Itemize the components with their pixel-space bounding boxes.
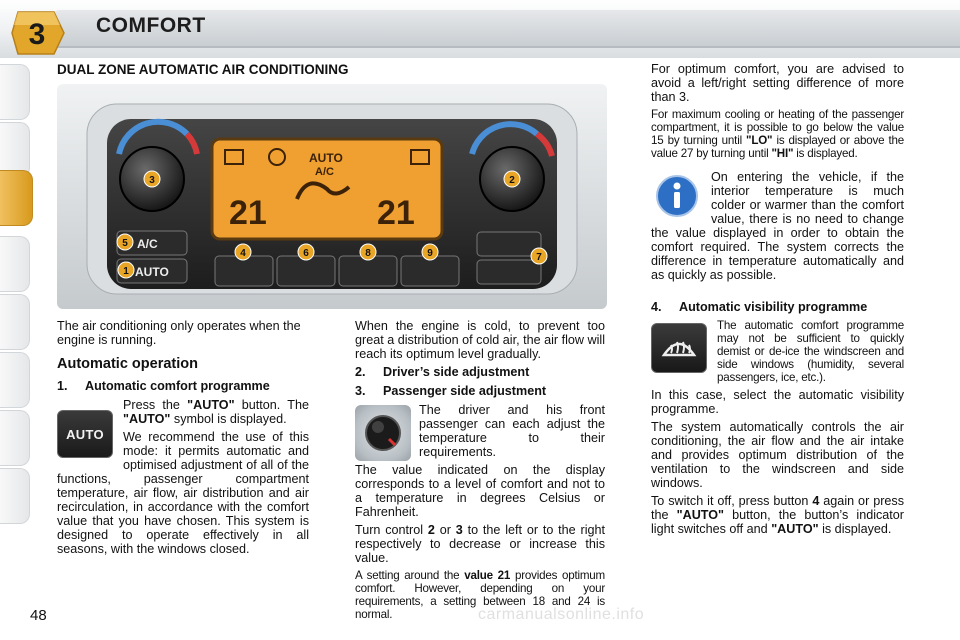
item-4-heading [651, 300, 904, 314]
auto-button-icon-label: AUTO [66, 426, 104, 442]
item-1-number: 1. [57, 379, 68, 393]
item-2-number: 2. [355, 365, 366, 379]
callout-9: 9 [427, 248, 433, 259]
turn-control-text [355, 523, 605, 565]
switch-off-text [651, 494, 904, 536]
item-3-title: Passenger side adjustment [383, 384, 547, 398]
text-run: to the left or to the right respectively to decrease or increase this value. [355, 523, 605, 565]
callout-3: 3 [149, 175, 155, 186]
demist-button-icon [651, 323, 707, 373]
side-tab-active[interactable] [0, 170, 33, 226]
text-run-bold: "AUTO" [187, 398, 235, 412]
text-run-bold: 4 [812, 494, 820, 508]
item-1-title: Automatic comfort programme [85, 379, 270, 393]
side-tab[interactable] [0, 294, 30, 350]
side-tab[interactable] [0, 64, 30, 120]
cold-engine-text: When the engine is cold, to prevent too great a distribution of cold air, the air flow will reach its optimum level gradually. [355, 319, 605, 361]
display-auto: AUTO [309, 151, 343, 165]
text-run: For maximum cooling or heating of the passenger compartment, it is possible to go below the value 15 by turning until [651, 108, 904, 147]
callout-7: 7 [536, 252, 542, 263]
text-run-bold: "AUTO" [771, 522, 819, 536]
callout-1: 1 [123, 266, 129, 277]
text-run-bold: value 21 [464, 569, 511, 582]
text-run-bold: "AUTO" [676, 508, 725, 522]
section-title: DUAL ZONE AUTOMATIC AIR CONDITIONING [57, 62, 349, 77]
watermark: carmanualsonline.info [478, 606, 645, 623]
recommend-text: We recommend the use of this mode: it permits automatic and optimised adjustment of all of the functions, passenger compartment temperature, air flow, air distribution and air recirculation, in accordance with the comfort value that you have chosen. This system is designed to operate effectively in all seasons, with the windows closed. [57, 430, 309, 556]
visibility-limit-text: The automatic comfort programme may not be sufficient to quickly demist or de-ice the windscreen and side windows (humidity, several passengers, ice, etc.). [717, 319, 904, 384]
text-run: is displayed or above the value 27 by turning until [651, 134, 904, 160]
display-left-temp: 21 [229, 194, 267, 232]
text-run-bold: "HI" [771, 147, 794, 160]
side-tab[interactable] [0, 236, 30, 292]
control-panel-illustration [57, 84, 607, 309]
text-run: provides optimum comfort. However, depending on your requirements, a setting between 18 and 24 is normal. [355, 569, 606, 621]
text-run: again or press the [651, 494, 904, 522]
intro-text: The air conditioning only operates when the engine is running. [57, 319, 301, 347]
display-ac: A/C [315, 166, 334, 178]
text-run: symbol is displayed. [170, 412, 287, 426]
callout-5: 5 [122, 238, 128, 249]
spacer [651, 286, 904, 300]
text-run-bold: "LO" [746, 134, 773, 147]
chapter-number: 3 [28, 18, 46, 51]
auto-button-label: AUTO [135, 265, 169, 279]
chapter-title: COMFORT [96, 14, 206, 37]
lo-hi-text [651, 108, 904, 160]
item-3-number: 3. [355, 384, 366, 398]
side-tab[interactable] [0, 352, 30, 408]
knob-icon [363, 413, 403, 453]
text-run: Turn control [355, 523, 428, 537]
chapter-badge [10, 8, 66, 58]
item-3-heading [355, 384, 605, 398]
callout-6: 6 [303, 248, 309, 259]
windscreen-demist-icon [661, 335, 697, 361]
text-run: or [434, 523, 456, 537]
select-visibility-text: In this case, select the automatic visibility programme. [651, 388, 904, 416]
demist-button [215, 256, 273, 286]
item-4-number: 4. [651, 300, 662, 314]
page-number: 48 [30, 607, 47, 624]
text-run-bold: 2 [427, 523, 435, 537]
text-run: A setting around the [355, 569, 465, 582]
text-run-bold: 3 [455, 523, 463, 537]
side-tabs [0, 64, 34, 574]
info-icon [655, 174, 699, 218]
difference-advice-text: For optimum comfort, you are advised to avoid a left/right setting difference of more than 3. [651, 62, 904, 104]
system-controls-text: The system automatically controls the air conditioning, the air flow and the air intake and provides optimum distribution of the ventilation to the windscreen and side windows. [651, 420, 904, 490]
item-1-heading [57, 379, 309, 393]
side-tab[interactable] [0, 468, 30, 524]
text-run-bold: "AUTO" [123, 412, 171, 426]
callout-4: 4 [240, 248, 246, 259]
left-column [57, 319, 309, 560]
fan-down-button [477, 260, 541, 284]
adjust-text: The driver and his front passenger can each adjust the temperature to their requirements. [419, 403, 605, 459]
callout-2: 2 [509, 175, 515, 186]
item-4-title: Automatic visibility programme [679, 300, 868, 314]
ac-button-label: A/C [137, 237, 158, 251]
display-right-temp: 21 [377, 194, 415, 232]
automatic-operation-heading: Automatic operation [57, 356, 198, 372]
text-run: is displayed. [818, 522, 892, 536]
auto-button-icon [57, 410, 113, 458]
text-run: button, the button’s indicator light switches off and [651, 508, 904, 536]
info-text: On entering the vehicle, if the interior temperature is much colder or warmer than the comfort value, there is no need to change the value displayed in order to obtain the comfort required. The system corrects the difference in temperature automatically and as quickly as possible. [651, 170, 904, 282]
item-2-title: Driver’s side adjustment [383, 365, 530, 379]
middle-column [355, 319, 605, 625]
side-tab[interactable] [0, 410, 30, 466]
item-2-heading [355, 365, 605, 379]
text-run: is displayed. [793, 147, 858, 160]
text-run: To switch it off, press button [651, 494, 813, 508]
callout-8: 8 [365, 248, 371, 259]
temperature-knob-icon [355, 405, 411, 461]
right-column [651, 62, 904, 540]
text-run: button. The [234, 398, 309, 412]
display-value-text: The value indicated on the display corresponds to a level of comfort and not to a temperature in degrees Celsius or Fahrenheit. [355, 463, 605, 519]
text-run: Press the [123, 398, 188, 412]
